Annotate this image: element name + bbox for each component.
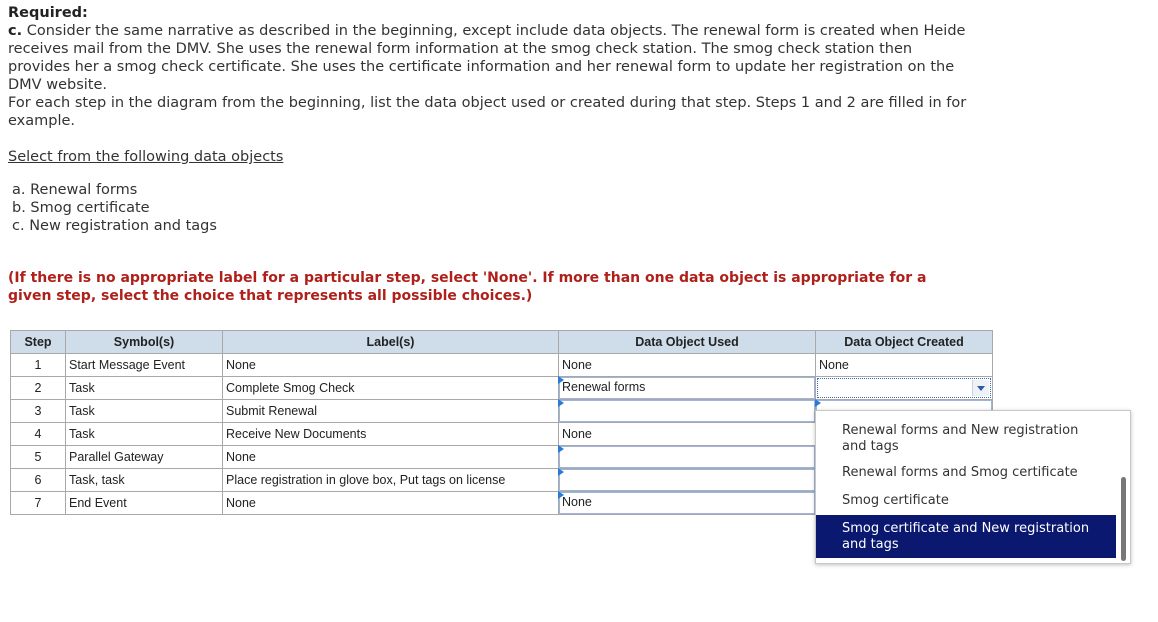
dropdown-option[interactable]: Renewal forms and New registration and tags	[842, 423, 1079, 454]
created-select[interactable]: None	[816, 354, 993, 377]
selection-note: (If there is no appropriate label for a particular step, select 'None'. If more than one data object is appropriate for a given step, select the choice that represents all possible choices.)	[8, 270, 927, 304]
symbol-cell: End Event	[66, 492, 223, 515]
answer-flag-icon	[815, 399, 821, 407]
label-cell: None	[223, 354, 559, 377]
used-select-value: Renewal forms	[562, 380, 646, 394]
answer-flag-icon	[558, 445, 564, 453]
label-cell: Complete Smog Check	[223, 377, 559, 400]
dropdown-option-selected[interactable]: Smog certificate and New registration and tags	[816, 515, 1116, 558]
used-select-value: None	[562, 495, 592, 509]
used-select[interactable]	[559, 446, 816, 469]
step-cell: 7	[11, 492, 66, 515]
symbol-cell: Task, task	[66, 469, 223, 492]
created-select-active[interactable]	[816, 377, 993, 400]
dropdown-option[interactable]: Renewal forms and Smog certificate	[842, 465, 1078, 480]
label-cell: Place registration in glove box, Put tags on license	[223, 469, 559, 492]
step-cell: 6	[11, 469, 66, 492]
used-select[interactable]	[559, 469, 816, 492]
data-object-option: a. Renewal forms	[12, 182, 138, 198]
answer-flag-icon	[558, 468, 564, 476]
active-dropdown[interactable]	[817, 378, 991, 398]
answer-flag-icon	[558, 399, 564, 407]
required-heading: Required:	[8, 5, 88, 21]
table-row	[11, 354, 993, 377]
data-object-option: b. Smog certificate	[12, 200, 150, 216]
header-symbols: Symbol(s)	[66, 331, 223, 354]
symbol-cell: Task	[66, 377, 223, 400]
data-objects-list	[12, 181, 217, 235]
header-data-object-used: Data Object Used	[559, 331, 816, 354]
header-step: Step	[11, 331, 66, 354]
instructions-paragraph	[8, 22, 968, 94]
dropdown-scrollbar[interactable]	[1121, 477, 1126, 561]
steps-instructions: For each step in the diagram from the beginning, list the data object used or created during that step. Steps 1 and 2 are filled in for example.	[8, 95, 967, 129]
header-data-object-created: Data Object Created	[816, 331, 993, 354]
select-data-objects-link[interactable]: Select from the following data objects	[8, 149, 284, 165]
symbol-cell: Task	[66, 400, 223, 423]
step-cell: 4	[11, 423, 66, 446]
step-cell: 3	[11, 400, 66, 423]
symbol-cell: Task	[66, 423, 223, 446]
label-cell: None	[223, 492, 559, 515]
header-labels: Label(s)	[223, 331, 559, 354]
chevron-down-icon[interactable]	[972, 380, 989, 396]
step-cell: 5	[11, 446, 66, 469]
instructions-text: Consider the same narrative as described in the beginning, except include data objects. The renewal form is created when Heide receives mail from the DMV. She uses the renewal form information at the smog check station. The smog check station then provides her a smog check certificate. She uses the certificate information and her renewal form to update her registration on the DMV website.	[8, 23, 966, 93]
data-object-option: c. New registration and tags	[12, 218, 217, 234]
used-select[interactable]	[559, 377, 816, 400]
symbol-cell: Start Message Event	[66, 354, 223, 377]
step-cell: 2	[11, 377, 66, 400]
dropdown-option[interactable]: Smog certificate	[842, 493, 949, 508]
used-select[interactable]: None	[559, 354, 816, 377]
used-select[interactable]	[559, 400, 816, 423]
used-select[interactable]: None	[559, 423, 816, 446]
symbol-cell: Parallel Gateway	[66, 446, 223, 469]
label-cell: Submit Renewal	[223, 400, 559, 423]
step-cell: 1	[11, 354, 66, 377]
used-select[interactable]	[559, 492, 816, 515]
label-cell: None	[223, 446, 559, 469]
table-row	[11, 377, 993, 400]
part-label: c.	[8, 23, 23, 39]
table-header-row	[11, 331, 993, 354]
label-cell: Receive New Documents	[223, 423, 559, 446]
dropdown-menu	[815, 410, 1131, 564]
